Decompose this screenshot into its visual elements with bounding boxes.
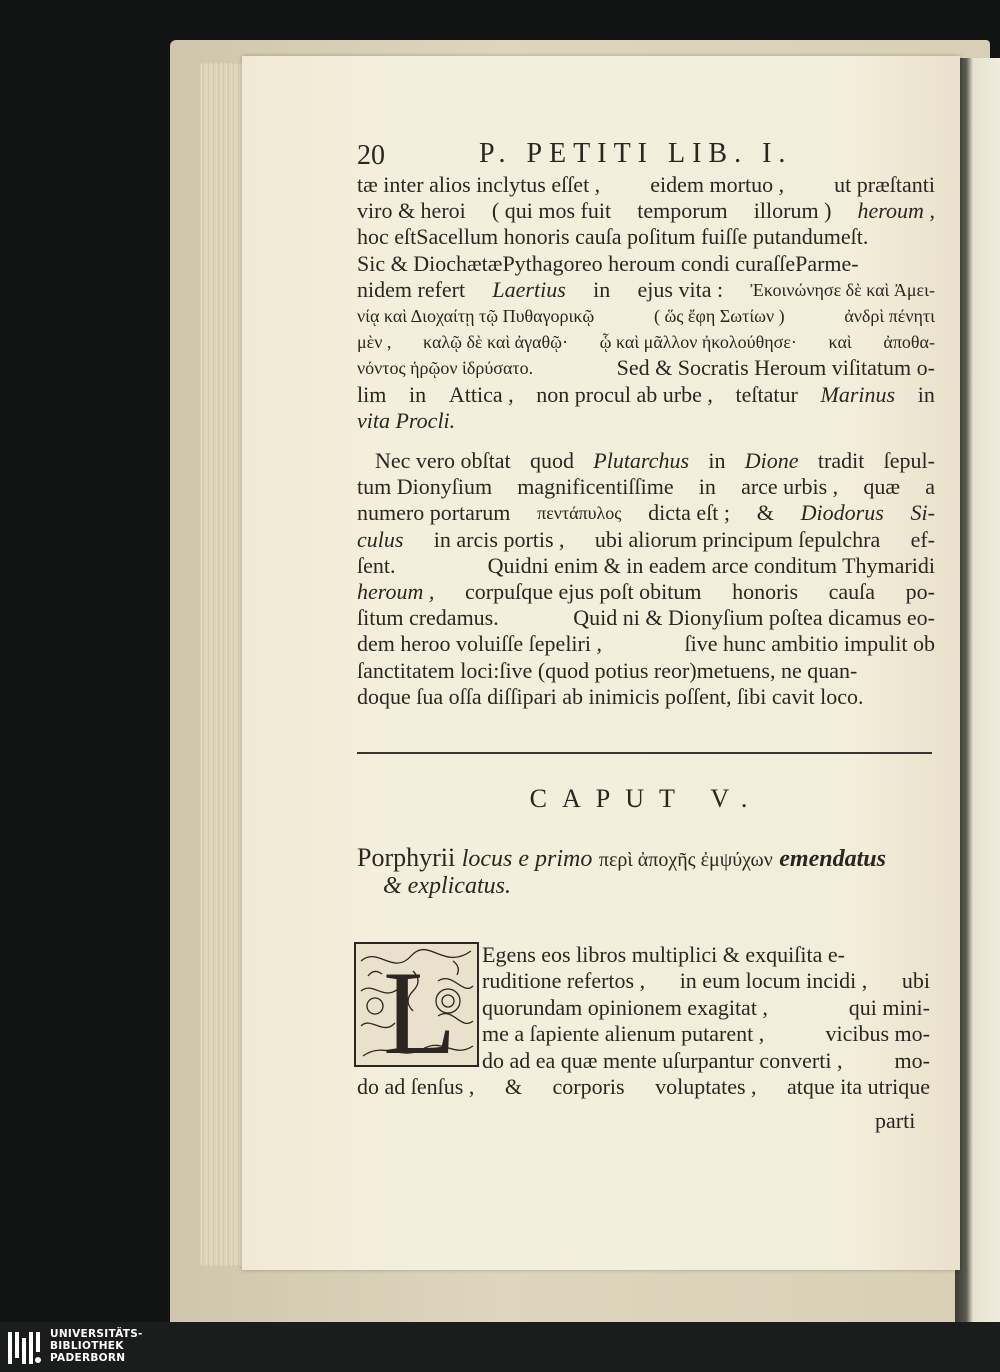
- text-segment: honoris: [732, 578, 799, 604]
- text-line: [357, 684, 935, 710]
- text-line: [357, 527, 935, 553]
- text-line: [357, 605, 935, 631]
- text-segment: ſepul-: [883, 448, 935, 473]
- text-segment: in: [409, 381, 427, 407]
- text-segment: doque ſua oſſa diſſipari ab inimicis poſſent, ſibi cavit loco.: [357, 683, 864, 709]
- text-segment: Si-: [910, 500, 935, 526]
- subtitle-italic-2: emendatus: [779, 846, 886, 872]
- text-line: [357, 224, 935, 250]
- text-segment: non procul ab urbe ,: [536, 381, 713, 407]
- text-line: [357, 658, 935, 684]
- text-segment: Attica ,: [448, 381, 514, 407]
- text-segment: ſive hunc ambitio impulit ob: [684, 631, 935, 657]
- text-segment: heroum ,: [357, 578, 435, 604]
- text-segment: tæ inter alios inclytus eſſet ,: [357, 172, 601, 197]
- decorated-initial-icon: [353, 941, 480, 1068]
- text-segment: in eum locum incidi ,: [679, 968, 868, 994]
- text-line: [357, 448, 935, 474]
- subtitle-roman: Porphyrii: [357, 843, 456, 872]
- text-segment: qui mini-: [848, 994, 930, 1020]
- text-segment: hoc eſtSacellum honoris cauſa poſitum fuiſſe putandumeſt.: [357, 224, 869, 250]
- text-segment: quorundam opinionem exagitat ,: [482, 994, 768, 1020]
- text-segment: me a ſapiente alienum putarent ,: [482, 1021, 765, 1047]
- text-line: [357, 631, 935, 657]
- text-segment: do ad ea quæ mente uſurpantur converti ,: [482, 1047, 843, 1073]
- spine-gutter: [955, 58, 1000, 1330]
- text-segment: ( ὥς ἔφη Σωτίων ): [653, 305, 785, 326]
- catchword: parti: [875, 1108, 916, 1133]
- text-segment: a: [925, 474, 935, 500]
- text-segment: corporis: [552, 1074, 625, 1099]
- text-segment: in arcis portis ,: [433, 526, 565, 552]
- text-line: [482, 942, 930, 968]
- library-name: [50, 1328, 143, 1364]
- chapter-subtitle: [357, 843, 935, 900]
- decorated-initial: [353, 941, 480, 1068]
- text-segment: &: [504, 1074, 522, 1099]
- text-segment: Nec vero obſtat: [375, 448, 511, 473]
- text-segment: quæ: [863, 474, 901, 500]
- text-segment: magnificentiſſime: [517, 474, 674, 500]
- text-segment: Ἐκοινώνησε δὲ καὶ Ἀμει-: [750, 279, 935, 300]
- subtitle-greek: περὶ ἀποχῆς ἐμψύχων: [598, 849, 773, 871]
- text-segment: νόντος ἡρῷον ἱδρύσατο.: [357, 358, 534, 379]
- text-segment: in: [708, 448, 726, 473]
- text-segment: mo-: [894, 1047, 930, 1073]
- text-segment: in: [917, 381, 935, 407]
- text-segment: heroum ,: [857, 198, 935, 224]
- library-name-line: PADERBORN: [50, 1352, 126, 1364]
- page-edges: [200, 62, 248, 1267]
- paragraph-1: [357, 172, 935, 434]
- text-segment: Sed & Socratis Heroum viſitatum o-: [616, 355, 935, 381]
- text-segment: Sic & DiochætæPythagoreo heroum condi curaſſeParme-: [357, 250, 859, 276]
- text-segment: ſitum credamus.: [357, 605, 499, 631]
- library-name-line: BIBLIOTHEK: [50, 1340, 124, 1352]
- text-segment: in: [593, 276, 611, 302]
- text-segment: temporum: [637, 198, 728, 224]
- subtitle-italic-1: locus e primo: [461, 846, 593, 872]
- text-segment: καλῷ δὲ καὶ ἀγαθῷ·: [423, 332, 568, 353]
- subtitle-line-2: & explicatus.: [383, 873, 511, 899]
- text-segment: ubi: [901, 968, 930, 994]
- library-name-line: UNIVERSITÄTS-: [50, 1328, 143, 1340]
- text-segment: tradit: [817, 448, 865, 473]
- text-segment: atque ita utrique: [787, 1074, 930, 1099]
- text-line: [357, 500, 935, 526]
- text-segment: Quidni enim & in eadem arce conditum Thymaridi: [487, 552, 935, 578]
- text-segment: ejus vita :: [637, 276, 724, 302]
- text-segment: ut præſtanti: [834, 172, 935, 197]
- text-segment: nidem refert: [357, 276, 466, 302]
- text-segment: tum Dionyſium: [357, 474, 493, 500]
- text-segment: viro & heroi: [357, 198, 466, 224]
- paragraph-3-full: [357, 1074, 930, 1100]
- text-line: [357, 303, 935, 329]
- text-segment: eidem mortuo ,: [650, 172, 785, 197]
- page-number: 20: [357, 140, 385, 171]
- library-logo-icon: [6, 1330, 42, 1366]
- text-segment: po-: [905, 578, 935, 604]
- running-head: P. PETITI LIB. I.: [479, 138, 793, 169]
- text-line: [482, 1048, 930, 1074]
- text-segment: lim: [357, 381, 387, 407]
- text-segment: &: [756, 500, 774, 526]
- text-line: [357, 329, 935, 355]
- text-segment: dicta eſt ;: [648, 500, 731, 526]
- text-segment: Plutarchus: [593, 448, 689, 473]
- text-segment: Diodorus: [800, 500, 884, 526]
- text-segment: dem heroo voluiſſe ſepeliri ,: [357, 631, 602, 657]
- text-line: [357, 277, 935, 303]
- text-segment: culus: [357, 526, 404, 552]
- text-segment: corpuſque ejus poſt obitum: [465, 578, 702, 604]
- text-segment: in: [698, 474, 716, 500]
- section-rule: [357, 752, 932, 754]
- text-line: [482, 968, 930, 994]
- text-segment: quod: [529, 448, 574, 473]
- text-line: [357, 553, 935, 579]
- paragraph-2: [357, 448, 935, 710]
- text-segment: arce urbis ,: [741, 474, 839, 500]
- text-segment: ( qui mos fuit: [491, 198, 612, 224]
- text-segment: καὶ: [828, 332, 852, 353]
- text-segment: ruditione refertos ,: [482, 968, 646, 994]
- text-segment: πεντάπυλος: [537, 503, 622, 524]
- text-segment: ſanctitatem loci:ſive (quod potius reor)metuens, ne quan-: [357, 657, 858, 683]
- text-line: [357, 382, 935, 408]
- chapter-heading: CAPUT V.: [529, 784, 763, 813]
- text-segment: do ad ſenſus ,: [357, 1074, 475, 1099]
- text-line: [357, 408, 935, 434]
- text-line: [357, 474, 935, 500]
- text-segment: ᾧ καὶ μᾶλλον ἠκολούθησε·: [599, 332, 797, 353]
- text-segment: illorum ): [753, 198, 832, 224]
- text-line: [482, 1021, 930, 1047]
- text-segment: Laertius: [492, 276, 566, 302]
- text-line: [357, 251, 935, 277]
- text-segment: ἀνδρὶ πένητι: [844, 305, 935, 326]
- text-line: [357, 579, 935, 605]
- text-segment: ef-: [910, 526, 935, 552]
- library-footer: [0, 1322, 1000, 1372]
- text-segment: Dione: [744, 448, 799, 473]
- text-segment: Egens eos libros multiplici & exquiſita e-: [482, 942, 845, 967]
- paragraph-3-wrapped: [482, 942, 930, 1074]
- text-segment: vicibus mo-: [825, 1021, 930, 1047]
- text-segment: numero portarum: [357, 500, 511, 526]
- text-segment: Marinus: [820, 381, 896, 407]
- text-segment: μὲν ,: [357, 332, 392, 353]
- svg-text:L: L: [383, 946, 457, 1068]
- text-segment: Quid ni & Dionyſium poſtea dicamus eo-: [573, 605, 935, 631]
- text-line: [357, 355, 935, 381]
- text-segment: vita Procli.: [357, 407, 456, 433]
- text-line: [357, 198, 935, 224]
- text-segment: ἀποθα-: [883, 332, 935, 353]
- text-segment: ſent.: [357, 552, 396, 578]
- text-segment: ubi aliorum principum ſepulchra: [594, 526, 881, 552]
- text-segment: voluptates ,: [655, 1074, 757, 1099]
- text-line: [482, 995, 930, 1021]
- text-line: [357, 172, 935, 198]
- text-segment: νίᾳ καὶ Διοχαίτῃ τῷ Πυθαγορικῷ: [357, 305, 595, 326]
- text-segment: cauſa: [828, 578, 876, 604]
- text-line: [357, 1074, 930, 1100]
- text-segment: teſtatur: [735, 381, 798, 407]
